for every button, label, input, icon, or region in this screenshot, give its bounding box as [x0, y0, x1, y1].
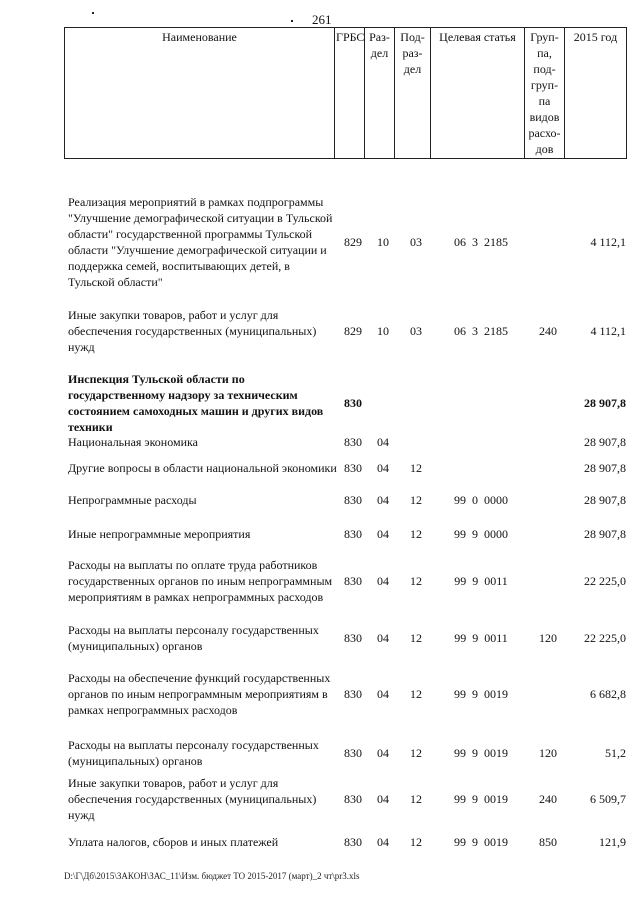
- row-podrazdel: 12: [410, 746, 422, 760]
- row-razdel: 10: [377, 324, 389, 338]
- table-row: [64, 371, 626, 435]
- row-name: Уплата налогов, сборов и иных платежей: [68, 835, 279, 849]
- row-grbs: 830: [344, 574, 362, 588]
- file-path-footer: D:\Г\Дб\2015\ЗАКОН\ЗАС_11\Изм. бюджет ТО 2015-2017 (март)_2 чт\pr3.xls: [64, 871, 360, 881]
- header-podrazdel: Под-раз-дел: [395, 28, 431, 159]
- row-grbs: 830: [344, 835, 362, 849]
- row-razdel: 04: [377, 835, 389, 849]
- row-name: Инспекция Тульской области по государственному надзору за техническим состоянием самоходных машин и других видов техники: [68, 372, 324, 434]
- row-celevaya: 99 0 0000: [454, 493, 508, 507]
- row-grbs: 830: [344, 493, 362, 507]
- row-name: Иные закупки товаров, работ и услуг для обеспечения государственных (муниципальных) нужд: [68, 308, 317, 354]
- row-name: Реализация мероприятий в рамках подпрограммы "Улучшение демографической ситуации в Тульской области" государственной программы Тульской области "Улучшение демографической ситуации и поддержка семей, воспитывающих детей, в Тульской области": [68, 195, 333, 289]
- row-razdel: 04: [377, 746, 389, 760]
- row-podrazdel: 12: [410, 687, 422, 701]
- row-razdel: 04: [377, 792, 389, 806]
- row-podrazdel: 12: [410, 461, 422, 475]
- row-podrazdel: 03: [410, 235, 422, 249]
- row-razdel: 04: [377, 461, 389, 475]
- row-grbs: 829: [344, 235, 362, 249]
- table-row: [64, 492, 626, 508]
- scan-speck: [92, 12, 94, 14]
- row-amount: 51,2: [605, 746, 626, 760]
- row-razdel: 10: [377, 235, 389, 249]
- table-row: [64, 775, 626, 823]
- row-razdel: 04: [377, 435, 389, 449]
- row-grbs: 830: [344, 461, 362, 475]
- row-grbs: 830: [344, 792, 362, 806]
- row-grbs: 830: [344, 687, 362, 701]
- table-row: [64, 834, 626, 850]
- table-row: [64, 452, 626, 484]
- row-podrazdel: 12: [410, 493, 422, 507]
- row-podrazdel: 12: [410, 527, 422, 541]
- row-celevaya: 99 9 0019: [454, 746, 508, 760]
- row-amount: 4 112,1: [590, 235, 626, 249]
- table-row: [64, 434, 626, 450]
- row-gruppa: 240: [539, 324, 557, 338]
- scan-speck: [291, 20, 293, 22]
- row-celevaya: 99 9 0011: [454, 631, 508, 645]
- table-header: [64, 27, 627, 159]
- row-podrazdel: 03: [410, 324, 422, 338]
- row-podrazdel: 12: [410, 792, 422, 806]
- row-amount: 28 907,8: [584, 493, 626, 507]
- row-name: Иные непрограммные мероприятия: [68, 527, 251, 541]
- row-gruppa: 120: [539, 746, 557, 760]
- table-row: [64, 622, 626, 654]
- row-grbs: 829: [344, 324, 362, 338]
- row-amount: 4 112,1: [590, 324, 626, 338]
- row-name: Расходы на выплаты персоналу государственных (муниципальных) органов: [68, 623, 319, 653]
- row-name: Расходы на выплаты персоналу государственных (муниципальных) органов: [68, 738, 319, 768]
- table-row: [64, 526, 626, 542]
- row-grbs: 830: [344, 396, 362, 410]
- header-name: Наименование: [65, 28, 335, 159]
- table-row: [64, 549, 626, 613]
- table-row: [64, 662, 626, 726]
- row-grbs: 830: [344, 746, 362, 760]
- row-grbs: 830: [344, 631, 362, 645]
- row-celevaya: 99 9 0011: [454, 574, 508, 588]
- table-row: [64, 194, 626, 290]
- row-celevaya: 06 3 2185: [454, 324, 508, 338]
- row-celevaya: 99 9 0019: [454, 792, 508, 806]
- row-amount: 6 509,7: [590, 792, 626, 806]
- row-amount: 28 907,8: [584, 396, 626, 410]
- row-celevaya: 06 3 2185: [454, 235, 508, 249]
- row-name: Расходы на выплаты по оплате труда работников государственных органов по иным непрограммным мероприятиям в рамках непрограммных расходов: [68, 558, 333, 604]
- row-celevaya: 99 9 0000: [454, 527, 508, 541]
- row-gruppa: 120: [539, 631, 557, 645]
- row-amount: 22 225,0: [584, 574, 626, 588]
- row-amount: 28 907,8: [584, 461, 626, 475]
- row-grbs: 830: [344, 435, 362, 449]
- header-razdel: Раз-дел: [365, 28, 395, 159]
- row-podrazdel: 12: [410, 835, 422, 849]
- row-name: Расходы на обеспечение функций государственных органов по иным непрограммным мероприятиям в рамках непрограммных расходов: [68, 671, 331, 717]
- row-razdel: 04: [377, 687, 389, 701]
- header-celevaya: Целевая статья: [431, 28, 525, 159]
- row-amount: 28 907,8: [584, 527, 626, 541]
- row-name: Национальная экономика: [68, 435, 198, 449]
- row-razdel: 04: [377, 631, 389, 645]
- table-row: [64, 737, 626, 769]
- row-amount: 6 682,8: [590, 687, 626, 701]
- row-razdel: 04: [377, 527, 389, 541]
- row-razdel: 04: [377, 493, 389, 507]
- page-number: 261: [312, 12, 332, 27]
- row-name: Иные закупки товаров, работ и услуг для обеспечения государственных (муниципальных) нужд: [68, 776, 317, 822]
- header-gruppa: Груп-па, под-груп-па видов расхо-дов: [525, 28, 565, 159]
- header-year: 2015 год: [565, 28, 627, 159]
- row-name: Другие вопросы в области национальной экономики: [68, 461, 337, 475]
- row-gruppa: 240: [539, 792, 557, 806]
- row-amount: 121,9: [599, 835, 626, 849]
- header-grbs: ГРБС: [335, 28, 365, 159]
- row-celevaya: 99 9 0019: [454, 687, 508, 701]
- row-celevaya: 99 9 0019: [454, 835, 508, 849]
- row-gruppa: 850: [539, 835, 557, 849]
- row-razdel: 04: [377, 574, 389, 588]
- row-amount: 28 907,8: [584, 435, 626, 449]
- row-amount: 22 225,0: [584, 631, 626, 645]
- row-podrazdel: 12: [410, 574, 422, 588]
- table-row: [64, 307, 626, 355]
- row-name: Непрограммные расходы: [68, 493, 197, 507]
- row-podrazdel: 12: [410, 631, 422, 645]
- row-grbs: 830: [344, 527, 362, 541]
